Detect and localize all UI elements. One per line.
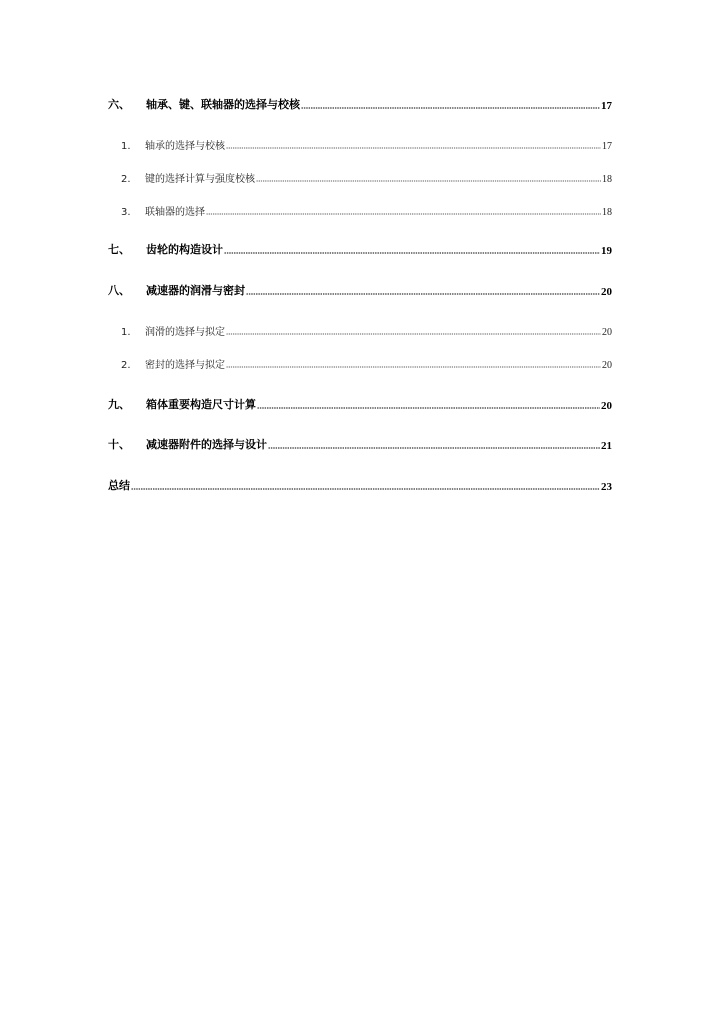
toc-entry-title: 轴承的选择与校核 [145,141,225,152]
toc-entry-6-3[interactable] [108,202,612,218]
toc-entry-chapter-9[interactable] [108,396,612,412]
toc-entry-page: 18 [602,207,612,218]
toc-entry-page: 18 [602,174,612,185]
toc-entry-page: 19 [601,245,612,257]
toc-entry-chapter-10[interactable] [108,436,612,452]
toc-entry-number: 六、 [108,98,130,111]
toc-entry-number: 2. [121,360,131,371]
toc-entry-chapter-8[interactable] [108,282,612,298]
toc-entry-title: 总结 [108,479,130,492]
toc-entry-8-1[interactable] [108,322,612,338]
toc-entry-number: 七、 [108,243,130,256]
toc-entry-page: 21 [601,440,612,452]
toc-entry-number: 八、 [108,284,130,297]
toc-entry-page: 17 [601,100,612,112]
toc-entry-page: 17 [602,141,612,152]
toc-entry-title: 减速器附件的选择与设计 [146,438,267,451]
toc-entry-page: 20 [601,400,612,412]
toc-entry-title: 密封的选择与拟定 [145,360,225,371]
toc-leader-dots [131,488,600,490]
toc-leader-dots [268,447,600,449]
toc-entry-6-1[interactable] [108,136,612,152]
toc-leader-dots [224,252,600,254]
toc-entry-title: 齿轮的构造设计 [146,243,223,256]
toc-entry-title: 润滑的选择与拟定 [145,327,225,338]
toc-entry-number: 1. [121,327,131,338]
toc-entry-6-2[interactable] [108,169,612,185]
toc-entry-number: 2. [121,174,131,185]
toc-entry-page: 23 [601,481,612,493]
toc-entry-chapter-6[interactable] [108,96,612,112]
toc-entry-number: 十、 [108,438,130,451]
toc-leader-dots [257,407,600,409]
toc-entry-number: 九、 [108,398,130,411]
toc-leader-dots [256,180,601,182]
toc-entry-page: 20 [601,286,612,298]
toc-leader-dots [246,293,600,295]
toc-entry-title: 联轴器的选择 [145,207,205,218]
toc-leader-dots [226,333,601,335]
toc-leader-dots [226,366,601,368]
toc-leader-dots [226,147,601,149]
toc-entry-title: 键的选择计算与强度校核 [145,174,255,185]
toc-entry-title: 减速器的润滑与密封 [146,284,245,297]
toc-entry-chapter-7[interactable] [108,241,612,257]
toc-entry-page: 20 [602,360,612,371]
toc-entry-page: 20 [602,327,612,338]
toc-entry-summary[interactable] [108,477,612,493]
toc-entry-title: 箱体重要构造尺寸计算 [146,398,256,411]
toc-entry-number: 3. [121,207,131,218]
toc-entry-title: 轴承、键、联轴器的选择与校核 [146,98,300,111]
toc-leader-dots [301,107,600,109]
toc-entry-8-2[interactable] [108,355,612,371]
toc-leader-dots [206,213,601,215]
toc-entry-number: 1. [121,141,131,152]
